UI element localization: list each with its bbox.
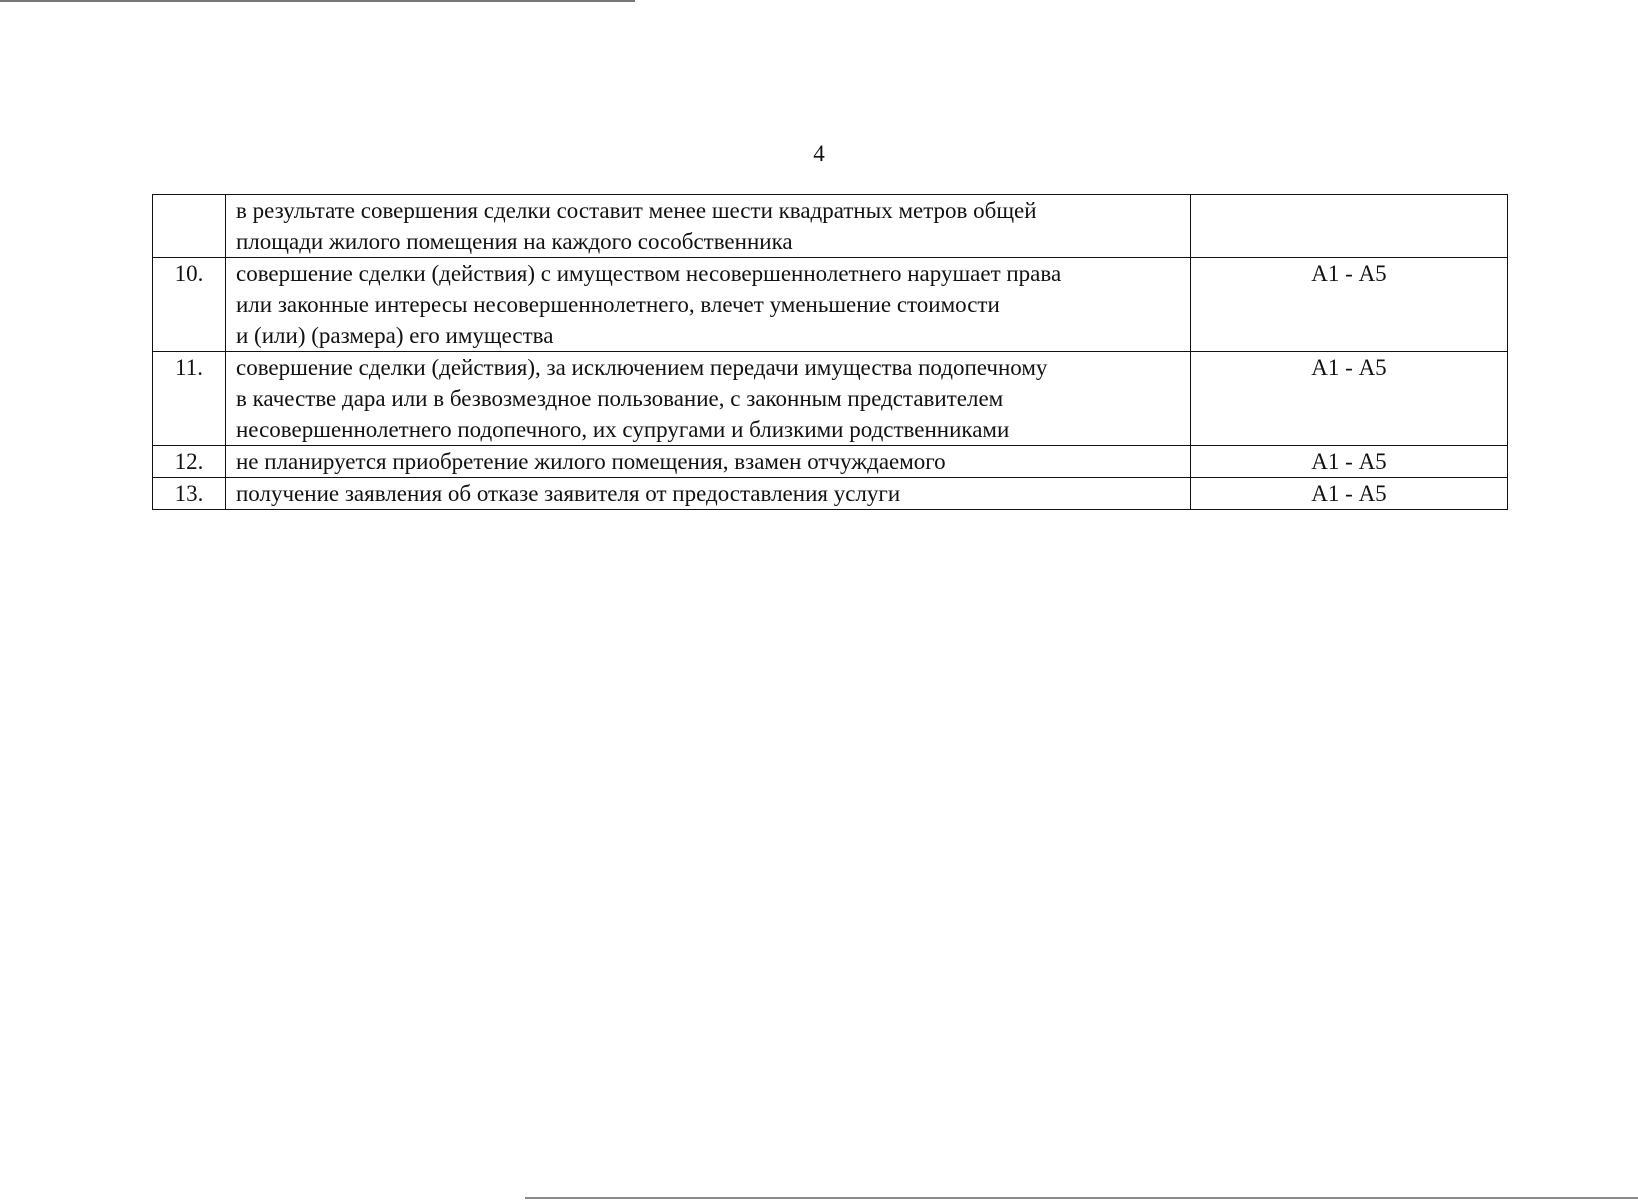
row-code: А1 - А5 bbox=[1191, 478, 1508, 510]
row-text-line: площади жилого помещения на каждого сособственника bbox=[236, 229, 793, 254]
row-text bbox=[226, 352, 1191, 446]
conditions-table bbox=[152, 194, 1486, 510]
row-text-line: в качестве дара или в безвозмездное пользование, с законным представителем bbox=[236, 386, 1004, 411]
row-number: 12. bbox=[153, 446, 226, 478]
row-text-line: совершение сделки (действия) с имуществом несовершеннолетнего нарушает права bbox=[236, 261, 1062, 286]
row-text bbox=[226, 195, 1191, 258]
row-text bbox=[226, 478, 1191, 510]
row-code bbox=[1191, 195, 1508, 258]
page-number: 4 bbox=[813, 141, 825, 166]
row-text-line: получение заявления об отказе заявителя от предоставления услуги bbox=[236, 481, 901, 506]
table-row bbox=[153, 446, 1508, 478]
row-code: А1 - А5 bbox=[1191, 258, 1508, 352]
row-text-line: не планируется приобретение жилого помещения, взамен отчуждаемого bbox=[236, 449, 946, 474]
row-number bbox=[153, 195, 226, 258]
row-text-line: несовершеннолетнего подопечного, их супругами и близкими родственниками bbox=[236, 417, 1010, 442]
row-number: 13. bbox=[153, 478, 226, 510]
row-code: А1 - А5 bbox=[1191, 352, 1508, 446]
scan-edge-top bbox=[0, 0, 635, 2]
row-number: 10. bbox=[153, 258, 226, 352]
row-code: А1 - А5 bbox=[1191, 446, 1508, 478]
scan-edge-bottom bbox=[525, 1197, 1638, 1199]
table-row bbox=[153, 258, 1508, 352]
row-text bbox=[226, 258, 1191, 352]
row-text-line: или законные интересы несовершеннолетнего, влечет уменьшение стоимости bbox=[236, 292, 1000, 317]
row-number: 11. bbox=[153, 352, 226, 446]
row-text-line: и (или) (размера) его имущества bbox=[236, 323, 554, 348]
row-text bbox=[226, 446, 1191, 478]
table-row bbox=[153, 478, 1508, 510]
table-row bbox=[153, 352, 1508, 446]
row-text-line: совершение сделки (действия), за исключением передачи имущества подопечному bbox=[236, 355, 1048, 380]
row-text-line: в результате совершения сделки составит менее шести квадратных метров общей bbox=[236, 198, 1037, 223]
table bbox=[152, 194, 1508, 510]
table-row bbox=[153, 195, 1508, 258]
